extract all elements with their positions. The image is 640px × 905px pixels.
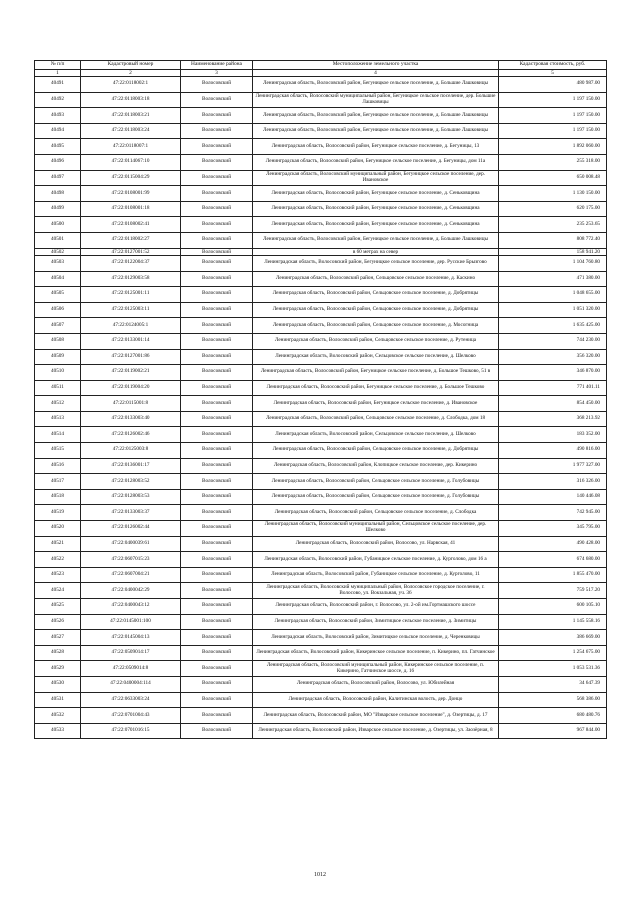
row-location: Ленинградская область, Волосовский район, Бегуницкое сельское поселение, д. Бегуницы, дом 11а: [253, 154, 499, 170]
table-row: [35, 567, 607, 583]
table-row: [35, 411, 607, 427]
row-cadastral-number: 47:22:0136001:17: [81, 458, 181, 474]
row-index: 40495: [35, 139, 81, 155]
row-district: Волосовский: [181, 77, 253, 93]
row-district: Волосовский: [181, 108, 253, 124]
row-cadastral-number: 47:22:0118003:24: [81, 123, 181, 139]
row-district: Волосовский: [181, 536, 253, 552]
row-index: 40524: [35, 583, 81, 599]
table-row: [35, 505, 607, 521]
cadastral-table: [34, 60, 607, 739]
row-location: Ленинградская область, Волосовский район, Бегуницкое сельское поселение, д. Большие Лашковицы: [253, 77, 499, 93]
table-row: [35, 661, 607, 677]
row-district: Волосовский: [181, 489, 253, 505]
row-cadastral-number: 47:22:0133001:14: [81, 333, 181, 349]
row-index: 40511: [35, 380, 81, 396]
row-district: Волосовский: [181, 505, 253, 521]
row-district: Волосовский: [181, 271, 253, 287]
row-location: Ленинградская область, Волосовский район, Сельцовское сельское поселение, д. Каскино: [253, 271, 499, 287]
row-location: Ленинградская область, Волосовский муниципальный район, Бегуницкое сельское поселение, дер. Ивановское: [253, 170, 499, 186]
row-district: Волосовский: [181, 123, 253, 139]
row-cadastral-number: 47:22:0129003:58: [81, 271, 181, 287]
row-index: 40498: [35, 186, 81, 202]
column-number: 4: [253, 70, 499, 77]
row-cadastral-number: 47:22:0115004:29: [81, 170, 181, 186]
row-district: Волосовский: [181, 474, 253, 490]
row-cost: 1 197 150.00: [499, 92, 607, 108]
table-row: [35, 365, 607, 381]
row-cadastral-number: 47:22:0108001:18: [81, 201, 181, 217]
table-row: [35, 427, 607, 443]
row-cost: 854 450.00: [499, 396, 607, 412]
row-index: 40501: [35, 232, 81, 248]
row-district: Волосовский: [181, 255, 253, 271]
row-cadastral-number: 47:22:0701004:43: [81, 708, 181, 724]
row-cadastral-number: 47:22:0133003:37: [81, 505, 181, 521]
row-cadastral-number: 47:22:0118003:21: [81, 108, 181, 124]
column-number-row: [35, 70, 607, 77]
row-cost: 345 795.00: [499, 521, 607, 537]
row-cost: 1 635 425.00: [499, 318, 607, 334]
table-row: [35, 692, 607, 708]
row-cost: 680 480.76: [499, 708, 607, 724]
row-location: Ленинградская область, Волосовский муниципальный район, Волосовское городское поселение, г. Волосово, ул. Вокзальная, уч. 36: [253, 583, 499, 599]
row-index: 40519: [35, 505, 81, 521]
header-cadastral-number: Кадастровый номер: [81, 61, 181, 70]
row-index: 40530: [35, 676, 81, 692]
row-cost: 1 892 060.00: [499, 139, 607, 155]
table-row: [35, 139, 607, 155]
row-cadastral-number: 47:22:0125003:11: [81, 302, 181, 318]
row-district: Волосовский: [181, 333, 253, 349]
row-cadastral-number: 47:22:0145004:13: [81, 630, 181, 646]
row-location: Ленинградская область, Волосовский район, Сельцовское сельское поселение, д. Добрятицы: [253, 302, 499, 318]
row-cost: 808 772.40: [499, 232, 607, 248]
row-cadastral-number: 47:22:0607004:21: [81, 567, 181, 583]
table-row: [35, 349, 607, 365]
row-index: 40508: [35, 333, 81, 349]
row-location: Ленинградская область, Волосовский район, Бегуницкое сельское поселение, д. Сеньковщина: [253, 201, 499, 217]
table-row: [35, 708, 607, 724]
table-row: [35, 232, 607, 248]
table-row: [35, 489, 607, 505]
row-location: Ленинградская область, Волосовский район, Бегуницкое сельское поселение, д. Большие Лашковицы: [253, 108, 499, 124]
row-cost: 386 669.00: [499, 630, 607, 646]
row-location: Ленинградская область, Волосовский район, Сельцовское сельское поселение, д. Слободка: [253, 505, 499, 521]
row-location: Ленинградская область, Волосовский район, Бегуницкое сельское поселение, д. Большое Тешково, 51 в: [253, 365, 499, 381]
table-row: [35, 77, 607, 93]
row-cost: 490 428.00: [499, 536, 607, 552]
row-cadastral-number: 47:22:0118002:1: [81, 77, 181, 93]
row-district: Волосовский: [181, 248, 253, 255]
row-cadastral-number: 47:22:0119002:21: [81, 365, 181, 381]
row-cost: 1 051 320.00: [499, 302, 607, 318]
row-index: 40491: [35, 77, 81, 93]
row-location: Ленинградская область, Волосовский район, Сельцовское сельское поселение, д. Шелково: [253, 427, 499, 443]
row-index: 40526: [35, 614, 81, 630]
table-row: [35, 302, 607, 318]
row-location: Ленинградская область, Волосовский район, Бегуницкое сельское поселение, д. Большие Лашковицы: [253, 232, 499, 248]
row-district: Волосовский: [181, 723, 253, 739]
row-index: 40532: [35, 708, 81, 724]
row-cadastral-number: 47:22:0114067:10: [81, 154, 181, 170]
row-cost: 490 816.00: [499, 443, 607, 459]
row-location: Ленинградская область, Волосовский район, Волосово, ул. Нарвская, 41: [253, 536, 499, 552]
row-location: в 60 метрах на север: [253, 248, 499, 255]
row-cost: 620 175.00: [499, 201, 607, 217]
table-row: [35, 521, 607, 537]
row-cadastral-number: 47:22:0126002:44: [81, 521, 181, 537]
row-location: Ленинградская область, Волосовский район, Зимитицкое сельское поселение, д. Черенковицы: [253, 630, 499, 646]
row-index: 40513: [35, 411, 81, 427]
row-cadastral-number: 47:22:0133003:40: [81, 411, 181, 427]
row-cost: 34 647.39: [499, 676, 607, 692]
header-district: Наименование района: [181, 61, 253, 70]
column-number: 3: [181, 70, 253, 77]
row-location: Ленинградская область, Волосовский район, Сельцовское сельское поселение, д. Голубовицы: [253, 474, 499, 490]
row-index: 40521: [35, 536, 81, 552]
table-row: [35, 583, 607, 599]
row-cadastral-number: 47:22:0607015:23: [81, 552, 181, 568]
row-location: Ленинградская область, Волосовский район, Бегуницкое сельское поселение, д. Сеньковщина: [253, 217, 499, 233]
row-index: 40523: [35, 567, 81, 583]
row-cost: 356 320.00: [499, 349, 607, 365]
table-row: [35, 458, 607, 474]
table-row: [35, 318, 607, 334]
row-cadastral-number: 47:22:0128003:52: [81, 474, 181, 490]
row-district: Волосовский: [181, 287, 253, 303]
row-cadastral-number: 47:22:0701016:15: [81, 723, 181, 739]
document-sheet: [34, 60, 606, 739]
row-cost: 1 977 327.00: [499, 458, 607, 474]
row-location: Ленинградская область, Волосовский муниципальный район, Сельцовское сельское поселение, дер. Шелково: [253, 521, 499, 537]
table-row: [35, 676, 607, 692]
row-index: 40510: [35, 365, 81, 381]
row-district: Волосовский: [181, 521, 253, 537]
table-row: [35, 271, 607, 287]
row-location: Ленинградская область, Волосовский район, Бегуницкое сельское поселение, д. Большое Тешково: [253, 380, 499, 396]
row-index: 40503: [35, 255, 81, 271]
row-district: Волосовский: [181, 201, 253, 217]
row-district: Волосовский: [181, 583, 253, 599]
row-district: Волосовский: [181, 458, 253, 474]
row-cost: 1 145 558.16: [499, 614, 607, 630]
row-cost: 967 844.00: [499, 723, 607, 739]
row-cost: 480 987.00: [499, 77, 607, 93]
row-location: Ленинградская область, Волосовский район, Бегуницкое сельское поселение, д. Сеньковщина: [253, 186, 499, 202]
row-cadastral-number: 47:22:0122004:37: [81, 255, 181, 271]
row-index: 40502: [35, 248, 81, 255]
row-cadastral-number: 47:22:0118002:27: [81, 232, 181, 248]
table-row: [35, 154, 607, 170]
row-cadastral-number: 47:22:0118003:18: [81, 92, 181, 108]
row-cost: 744 230.00: [499, 333, 607, 349]
table-header-row: [35, 61, 607, 70]
table-row: [35, 614, 607, 630]
row-index: 40497: [35, 170, 81, 186]
row-cadastral-number: 47:22:0119004:20: [81, 380, 181, 396]
row-cost: 140 446.08: [499, 489, 607, 505]
row-index: 40492: [35, 92, 81, 108]
row-location: Ленинградская область, Волосовский район, Зимитицкое сельское поселение, д. Зимитицы: [253, 614, 499, 630]
row-index: 40528: [35, 645, 81, 661]
row-cost: 1 048 655.00: [499, 287, 607, 303]
row-district: Волосовский: [181, 427, 253, 443]
row-cost: 1 254 675.00: [499, 645, 607, 661]
row-cost: 368 213.92: [499, 411, 607, 427]
row-district: Волосовский: [181, 552, 253, 568]
row-cost: 674 680.00: [499, 552, 607, 568]
row-district: Волосовский: [181, 380, 253, 396]
row-cadastral-number: 47:22:0509014:17: [81, 645, 181, 661]
row-location: Ленинградская область, Волосовский район, Сельцовское сельское поселение, д. Голубовицы: [253, 489, 499, 505]
row-location: Ленинградская область, Волосовский район, Сельцовское сельское поселение, д. Слободка, дом 18: [253, 411, 499, 427]
row-location: Ленинградская область, Волосовский район, Губаницкое сельское поселение, д. Курголово, дом 16 а: [253, 552, 499, 568]
row-location: Ленинградская область, Волосовский муниципальный район, Кикеринское сельское поселение, п. Кикерино, Гатчинское шоссе, д. 16: [253, 661, 499, 677]
row-district: Волосовский: [181, 365, 253, 381]
row-location: Ленинградская область, Волосовский район, МО "Изварское сельское поселение", д. Озертицы, д. 17: [253, 708, 499, 724]
row-district: Волосовский: [181, 614, 253, 630]
table-row: [35, 474, 607, 490]
row-cadastral-number: 47:22:0125003:8: [81, 443, 181, 459]
row-district: Волосовский: [181, 599, 253, 615]
table-row: [35, 333, 607, 349]
row-cost: 759 517.20: [499, 583, 607, 599]
header-cost: Кадастровая стоимость, руб.: [499, 61, 607, 70]
row-cost: 183 352.00: [499, 427, 607, 443]
row-location: Ленинградская область, Волосовский район, Бегуницкое сельское поселение, дер. Русские Брызгово: [253, 255, 499, 271]
table-row: [35, 92, 607, 108]
row-district: Волосовский: [181, 170, 253, 186]
row-cost: 742 945.00: [499, 505, 607, 521]
row-cadastral-number: 47:22:0128003:53: [81, 489, 181, 505]
row-location: Ленинградская область, Волосовский район, Сельцовское сельское поселение, д. Рутеница: [253, 333, 499, 349]
row-cadastral-number: 47:22:0400042:29: [81, 583, 181, 599]
row-cadastral-number: 47:22:0108002:41: [81, 217, 181, 233]
row-cost: 1 053 531.36: [499, 661, 607, 677]
table-row: [35, 287, 607, 303]
row-location: Ленинградская область, Волосовский муниципальный район, Бегуницкое сельское поселение, дер. Большие Лашковицы: [253, 92, 499, 108]
row-index: 40509: [35, 349, 81, 365]
row-cadastral-number: 47:22:0118007:1: [81, 139, 181, 155]
row-district: Волосовский: [181, 676, 253, 692]
row-index: 40512: [35, 396, 81, 412]
row-cost: 600 105.10: [499, 599, 607, 615]
row-district: Волосовский: [181, 411, 253, 427]
table-row: [35, 443, 607, 459]
row-location: Ленинградская область, Волосовский район, Изварское сельское поселение, д. Озертицы, ул. Заозёрная, 8: [253, 723, 499, 739]
row-index: 40514: [35, 427, 81, 443]
row-cost: 1 855 470.00: [499, 567, 607, 583]
row-cost: 471 380.00: [499, 271, 607, 287]
row-cost: 1 104 760.80: [499, 255, 607, 271]
row-index: 40531: [35, 692, 81, 708]
header-index: № п/п: [35, 61, 81, 70]
row-cadastral-number: 47:22:0115001:8: [81, 396, 181, 412]
row-cadastral-number: 47:22:0400004:114: [81, 676, 181, 692]
row-district: Волосовский: [181, 154, 253, 170]
row-location: Ленинградская область, Волосовский район, Калитинская волость, дер. Донцо: [253, 692, 499, 708]
row-index: 40517: [35, 474, 81, 490]
row-location: Ленинградская область, Волосовский район, Бегуницкое сельское поселение, д. Большие Лашковицы: [253, 123, 499, 139]
row-cost: 346 870.00: [499, 365, 607, 381]
table-body: [35, 77, 607, 739]
row-district: Волосовский: [181, 349, 253, 365]
row-district: Волосовский: [181, 217, 253, 233]
row-cadastral-number: 47:22:0124005:1: [81, 318, 181, 334]
row-location: Ленинградская область, Волосовский район, Бегуницкое сельское поселение, д. Ивановское: [253, 396, 499, 412]
row-index: 40506: [35, 302, 81, 318]
table-row: [35, 255, 607, 271]
row-district: Волосовский: [181, 661, 253, 677]
row-cost: 158 941.20: [499, 248, 607, 255]
table-row: [35, 396, 607, 412]
row-district: Волосовский: [181, 708, 253, 724]
row-index: 40496: [35, 154, 81, 170]
row-cadastral-number: 47:22:0108001:99: [81, 186, 181, 202]
row-cost: 255 318.00: [499, 154, 607, 170]
table-row: [35, 380, 607, 396]
row-cadastral-number: 47:22:0127001:86: [81, 349, 181, 365]
table-row: [35, 645, 607, 661]
row-cost: 1 197 150.00: [499, 108, 607, 124]
row-index: 40515: [35, 443, 81, 459]
header-location: Местоположение земельного участка: [253, 61, 499, 70]
table-row: [35, 186, 607, 202]
row-district: Волосовский: [181, 567, 253, 583]
row-district: Волосовский: [181, 92, 253, 108]
table-row: [35, 248, 607, 255]
row-location: Ленинградская область, Волосовский район, Губаницкое сельское поселение, д. Курголово, 11: [253, 567, 499, 583]
row-cost: 235 253.65: [499, 217, 607, 233]
column-number: 2: [81, 70, 181, 77]
row-district: Волосовский: [181, 232, 253, 248]
row-district: Волосовский: [181, 186, 253, 202]
row-district: Волосовский: [181, 645, 253, 661]
row-index: 40533: [35, 723, 81, 739]
table-row: [35, 108, 607, 124]
row-cadastral-number: 47:22:0400039:61: [81, 536, 181, 552]
row-index: 40527: [35, 630, 81, 646]
row-location: Ленинградская область, Волосовский район, г. Волосово, ул. 2-ой им.Гортмашского шоссе: [253, 599, 499, 615]
row-index: 40505: [35, 287, 81, 303]
row-index: 40518: [35, 489, 81, 505]
row-district: Волосовский: [181, 396, 253, 412]
row-location: Ленинградская область, Волосовский район, Клопицкое сельское поселение, дер. Кикерино: [253, 458, 499, 474]
row-location: Ленинградская область, Волосовский район, Сельцовское сельское поселение, д. Добрятицы: [253, 443, 499, 459]
row-location: Ленинградская область, Волосовский район, Кикеринское сельское поселение, п. Кикерино, пл. Гатчинское: [253, 645, 499, 661]
row-cadastral-number: 47:22:0509014:8: [81, 661, 181, 677]
table-row: [35, 201, 607, 217]
table-row: [35, 170, 607, 186]
table-row: [35, 599, 607, 615]
row-district: Волосовский: [181, 302, 253, 318]
row-index: 40499: [35, 201, 81, 217]
table-row: [35, 123, 607, 139]
row-index: 40507: [35, 318, 81, 334]
row-index: 40520: [35, 521, 81, 537]
row-location: Ленинградская область, Волосовский район, Сельцовское сельское поселение, д. Добрятицы: [253, 287, 499, 303]
table-row: [35, 630, 607, 646]
row-location: Ленинградская область, Волосовский район, Сельцовское сельское поселение, д. Шелково: [253, 349, 499, 365]
row-district: Волосовский: [181, 443, 253, 459]
table-row: [35, 536, 607, 552]
row-location: Ленинградская область, Волосовский район, Сельцовское сельское поселение, д. Мосогница: [253, 318, 499, 334]
row-index: 40529: [35, 661, 81, 677]
row-cost: 1 130 150.00: [499, 186, 607, 202]
row-cadastral-number: 47:22:0400043:12: [81, 599, 181, 615]
row-cost: 650 008.48: [499, 170, 607, 186]
row-location: Ленинградская область, Волосовский район, Бегуницкое сельское поселение, д. Бегуницы, 13: [253, 139, 499, 155]
row-index: 40500: [35, 217, 81, 233]
page-number: 1012: [314, 872, 326, 878]
row-cadastral-number: 47:22:0125001:11: [81, 287, 181, 303]
row-cost: 568 386.00: [499, 692, 607, 708]
row-cost: 1 197 150.00: [499, 123, 607, 139]
row-cadastral-number: 47:22:0633003:24: [81, 692, 181, 708]
row-index: 40493: [35, 108, 81, 124]
table-row: [35, 217, 607, 233]
row-cadastral-number: 47:22:0145001:100: [81, 614, 181, 630]
row-cadastral-number: 47:22:0127001:52: [81, 248, 181, 255]
row-index: 40516: [35, 458, 81, 474]
row-district: Волосовский: [181, 692, 253, 708]
row-district: Волосовский: [181, 318, 253, 334]
row-cost: 316 326.00: [499, 474, 607, 490]
row-location: Ленинградская область, Волосовский район, Волосово, ул. Юбилейная: [253, 676, 499, 692]
row-district: Волосовский: [181, 139, 253, 155]
column-number: 1: [35, 70, 81, 77]
row-cadastral-number: 47:22:0126002:46: [81, 427, 181, 443]
row-index: 40504: [35, 271, 81, 287]
table-row: [35, 552, 607, 568]
table-row: [35, 723, 607, 739]
column-number: 5: [499, 70, 607, 77]
row-index: 40525: [35, 599, 81, 615]
row-cost: 771 401.11: [499, 380, 607, 396]
row-district: Волосовский: [181, 630, 253, 646]
row-index: 40522: [35, 552, 81, 568]
row-index: 40494: [35, 123, 81, 139]
